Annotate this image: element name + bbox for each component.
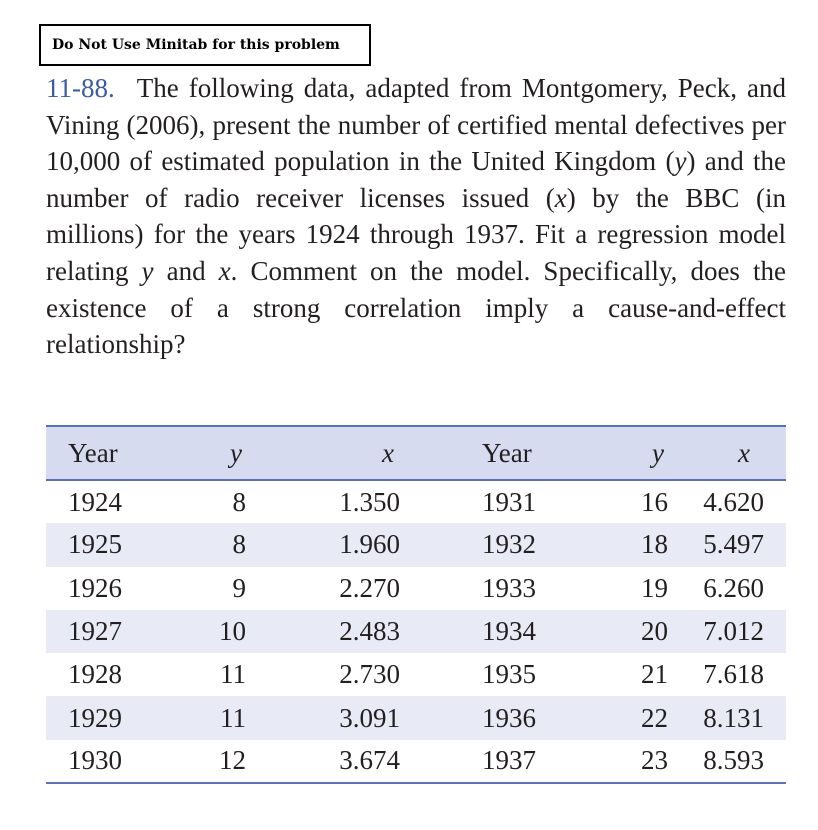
- cell-y: 20: [641, 616, 668, 647]
- cell-y: 12: [219, 745, 246, 776]
- cell-x: 5.497: [703, 529, 764, 560]
- cell-year: 1927: [68, 616, 122, 647]
- problem-text-3: ) by the BBC (in millions) for the years 1924 through 1937. Fit a regression model relating: [46, 182, 787, 286]
- cell-year: 1924: [68, 486, 122, 517]
- cell-year: 1933: [482, 572, 536, 603]
- cell-y: 21: [641, 659, 668, 690]
- header-year-2: Year: [482, 437, 532, 468]
- cell-y: 10: [219, 616, 246, 647]
- problem-var-x: x: [554, 182, 567, 213]
- cell-year: 1934: [482, 616, 536, 647]
- cell-year: 1925: [68, 529, 122, 560]
- cell-year: 1937: [482, 745, 536, 776]
- header-y-2: y: [652, 437, 664, 468]
- cell-x: 1.350: [339, 486, 400, 517]
- problem-text-2: ) and the number of radio receiver licenses issued (: [46, 146, 786, 213]
- cell-x: 6.260: [703, 572, 764, 603]
- notice-text: Do Not Use Minitab for this problem: [52, 37, 340, 53]
- cell-year: 1936: [482, 702, 536, 733]
- cell-y: 16: [641, 486, 668, 517]
- problem-text-1: The following data, adapted from Montgomery, Peck, and Vining (2006), present the number of certified mental defectives per 10,000 of estimated population in the United Kingdom (: [46, 73, 786, 177]
- cell-y: 22: [641, 702, 668, 733]
- cell-year: 1935: [482, 659, 536, 690]
- cell-year: 1930: [68, 745, 122, 776]
- table-row: [46, 567, 786, 610]
- table-header-row: [46, 426, 786, 480]
- cell-y: 8: [232, 529, 246, 560]
- problem-text-5: . Comment on the model. Specifically, does the existence of a strong correlation imply a cause-and-effect relationship?: [46, 255, 786, 360]
- cell-year: 1932: [482, 529, 536, 560]
- notice-box: [39, 24, 371, 66]
- cell-x: 2.270: [339, 572, 400, 603]
- cell-x: 2.730: [339, 659, 400, 690]
- cell-year: 1926: [68, 572, 122, 603]
- table-row: [46, 523, 786, 566]
- cell-x: 8.131: [703, 702, 764, 733]
- header-y-1: y: [230, 437, 242, 468]
- cell-year: 1929: [68, 702, 122, 733]
- table-row: [46, 480, 786, 523]
- table-row: [46, 610, 786, 653]
- cell-y: 11: [220, 659, 246, 690]
- problem-var-x-2: x: [218, 255, 231, 286]
- cell-y: 8: [232, 486, 246, 517]
- cell-y: 11: [220, 702, 246, 733]
- header-x-1: x: [382, 437, 394, 468]
- table-row: [46, 653, 786, 696]
- problem-statement: [46, 70, 786, 363]
- table-row: [46, 696, 786, 739]
- cell-y: 9: [232, 572, 246, 603]
- cell-x: 8.593: [703, 745, 764, 776]
- cell-year: 1928: [68, 659, 122, 690]
- cell-x: 2.483: [339, 616, 400, 647]
- cell-x: 7.012: [703, 616, 764, 647]
- cell-x: 1.960: [339, 529, 400, 560]
- data-table: [46, 425, 786, 784]
- problem-text-4: and: [153, 255, 219, 286]
- cell-year: 1931: [482, 486, 536, 517]
- header-year-1: Year: [68, 437, 118, 468]
- cell-x: 3.091: [339, 702, 400, 733]
- cell-x: 4.620: [703, 486, 764, 517]
- table-row: [46, 740, 786, 783]
- problem-var-y: y: [674, 146, 687, 177]
- header-x-2: x: [738, 437, 750, 468]
- cell-y: 19: [641, 572, 668, 603]
- problem-var-y-2: y: [141, 255, 154, 286]
- cell-x: 3.674: [339, 745, 400, 776]
- cell-x: 7.618: [703, 659, 764, 690]
- cell-y: 18: [641, 529, 668, 560]
- cell-y: 23: [641, 745, 668, 776]
- problem-number: 11-88.: [46, 73, 115, 103]
